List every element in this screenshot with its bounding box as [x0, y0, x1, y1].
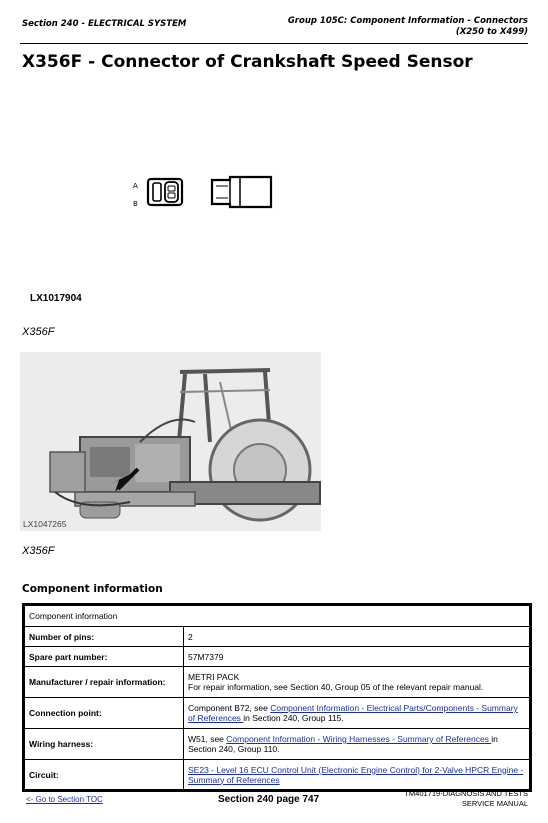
table-header-row — [24, 605, 531, 627]
row-label: Circuit: — [24, 760, 184, 791]
electrical-parts-summary-link[interactable]: Component Information - Electrical Parts/Components - Summary of References — [188, 703, 518, 723]
header-rule — [20, 43, 528, 44]
manual-id-line1: TM401719-DIAGNOSIS AND TESTS — [404, 789, 528, 798]
row-label: Manufacturer / repair information: — [24, 667, 184, 698]
connector-caption: X356F — [22, 326, 55, 338]
row-value-prefix: W51, see — [188, 734, 227, 744]
table-header-cell: Component information — [24, 605, 531, 627]
row-value-prefix: Component B72, see — [188, 703, 271, 713]
manual-id — [404, 789, 528, 809]
table-row — [24, 760, 531, 791]
group-header-line2: (X250 to X499) — [455, 27, 528, 37]
page-number: Section 240 page 747 — [218, 794, 320, 805]
row-value-suffix: in Section 240, Group 110. — [188, 734, 498, 754]
group-header — [288, 16, 528, 38]
wiring-harness-summary-link[interactable]: Component Information - Wiring Harnesses - Summary of References — [226, 734, 492, 744]
row-value-line: For repair information, see Section 40, Group 05 of the relevant repair manual. — [188, 682, 484, 692]
tractor-illustration — [20, 352, 321, 531]
table-row — [24, 729, 531, 760]
row-value: 57M7379 — [184, 647, 531, 667]
table-row — [24, 667, 531, 698]
row-label: Spare part number: — [24, 647, 184, 667]
row-label: Wiring harness: — [24, 729, 184, 760]
connector-figure-id: LX1017904 — [30, 293, 82, 304]
row-value-line: METRI PACK — [188, 672, 240, 682]
connector-illustration — [128, 168, 278, 214]
group-header-line1: Group 105C: Component Information - Connectors — [287, 16, 528, 26]
photo-caption: X356F — [22, 545, 55, 557]
component-info-heading: Component information — [22, 583, 163, 595]
table-row — [24, 698, 531, 729]
photo-figure-id: LX1047265 — [23, 519, 67, 529]
row-value — [184, 760, 531, 791]
component-info-table — [22, 603, 532, 792]
circuit-summary-link[interactable]: SE23 - Level 16 ECU Control Unit (Electronic Engine Control) for 2-Valve HPCR Engine - Summary of References — [188, 764, 524, 785]
page-title: X356F - Connector of Crankshaft Speed Sensor — [22, 52, 473, 72]
tractor-location-photo — [20, 352, 321, 531]
pin-b-label: B — [133, 200, 138, 208]
manual-id-line2: SERVICE MANUAL — [461, 799, 528, 808]
section-toc-link[interactable]: <- Go to Section TOC — [26, 795, 103, 804]
row-value — [184, 667, 531, 698]
row-value — [184, 698, 531, 729]
table-row — [24, 647, 531, 667]
connector-side-view — [212, 177, 271, 207]
pin-a-label: A — [133, 182, 138, 190]
row-value — [184, 729, 531, 760]
section-header: Section 240 - ELECTRICAL SYSTEM — [22, 19, 187, 29]
table-row — [24, 627, 531, 647]
row-value-suffix: in Section 240, Group 115. — [243, 713, 344, 723]
row-label: Connection point: — [24, 698, 184, 729]
row-value: 2 — [184, 627, 531, 647]
row-label: Number of pins: — [24, 627, 184, 647]
